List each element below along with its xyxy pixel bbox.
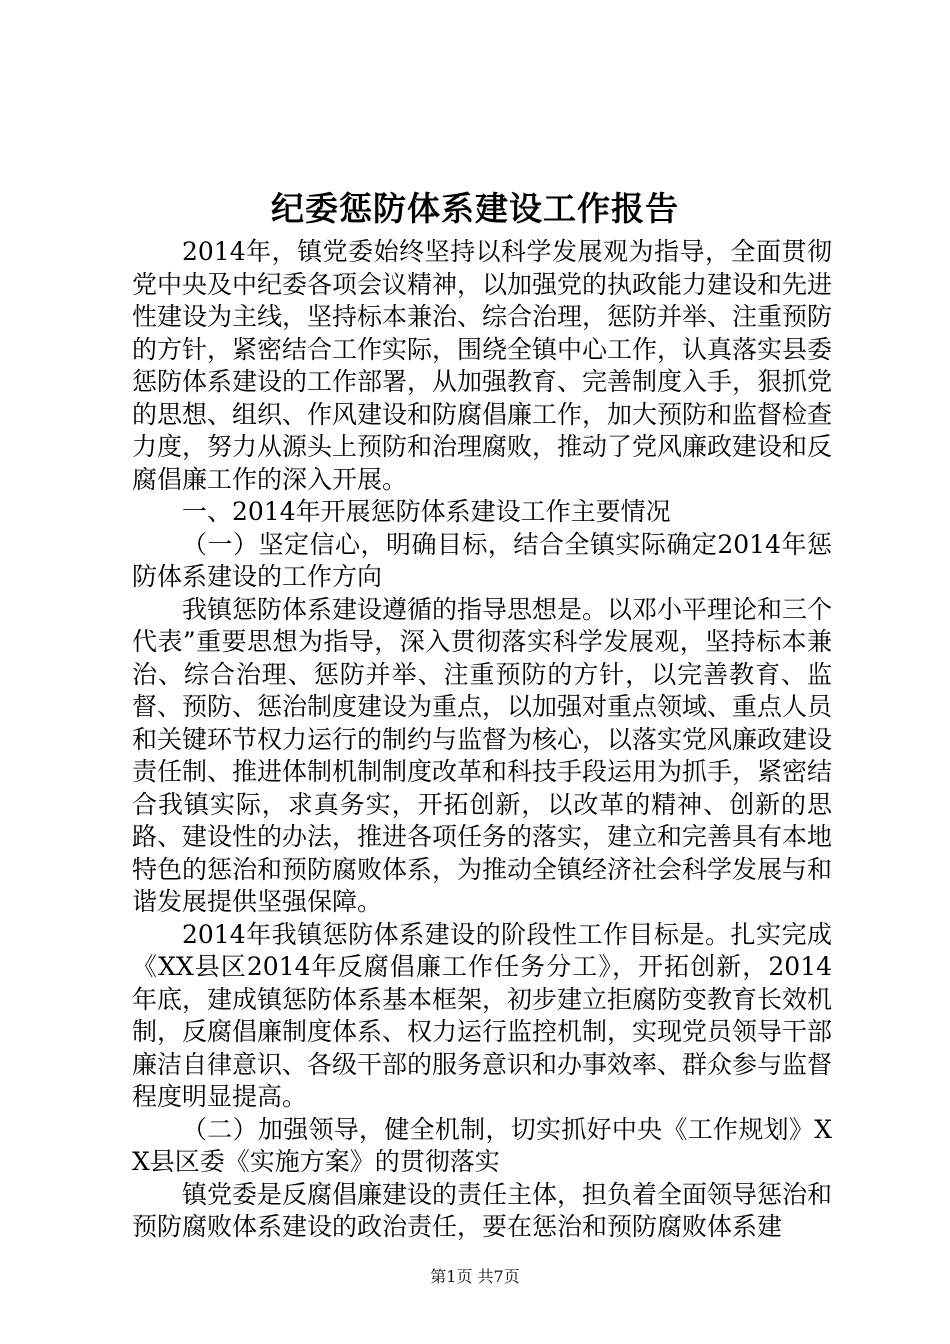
page-number-footer: 第1页 共7页 — [430, 1267, 520, 1286]
section-heading-1: 一、2014年开展惩防体系建设工作主要情况 — [182, 497, 671, 526]
paragraph-party-committee: 镇党委是反腐倡廉建设的责任主体，担负着全面领导惩治和预防腐败体系建设的政治责任，要在惩治和预防腐败体系建 — [132, 1179, 833, 1241]
document-title: 纪委惩防体系建设工作报告 — [271, 189, 679, 228]
paragraph-intro: 2014年，镇党委始终坚持以科学发展观为指导，全面贯彻党中央及中纪委各项会议精神，以加强党的执政能力建设和先进性建设为主线，坚持标本兼治、综合治理，惩防并举、注重预防的方针，紧密结合工作实际，围绕全镇中心工作，认真落实县委惩防体系建设的工作部署，从加强教育、完善制度入手，狠抓党的思想、组织、作风建设和防腐倡廉工作，加大预防和监督检查力度，努力从源头上预防和治理腐败，推动了党风廉政建设和反腐倡廉工作的深入开展。 — [132, 237, 833, 494]
subsection-heading-2: （二）加强领导，健全机制，切实抓好中央《工作规划》XX县区委《实施方案》的贯彻落实 — [132, 1114, 832, 1176]
paragraph-stage-goals: 2014年我镇惩防体系建设的阶段性工作目标是。扎实完成《XX县区2014年反腐倡廉工作任务分工》，开拓创新，2014年底，建成镇惩防体系基本框架，初步建立拒腐防变教育长效机制，反腐倡廉制度体系、权力运行监控机制，实现党员领导干部廉洁自律意识、各级干部的服务意识和办事效率、群众参与监督程度明显提高。 — [132, 919, 833, 1111]
document-body — [132, 236, 832, 1244]
subsection-heading-1: （一）坚定信心，明确目标，结合全镇实际确定2014年惩防体系建设的工作方向 — [132, 529, 832, 591]
paragraph-guiding-ideology: 我镇惩防体系建设遵循的指导思想是。以邓小平理论和三个代表”重要思想为指导，深入贯彻落实科学发展观，坚持标本兼治、综合治理、惩防并举、注重预防的方针，以完善教育、监督、预防、惩治制度建设为重点，以加强对重点领域、重点人员和关键环节权力运行的制约与监督为核心，以落实党风廉政建设责任制、推进体制机制制度改革和科技手段运用为抓手，紧密结合我镇实际，求真务实，开拓创新，以改革的精神、创新的思路、建设性的办法，推进各项任务的落实，建立和完善具有本地特色的惩治和预防腐败体系，为推动全镇经济社会科学发展与和谐发展提供坚强保障。 — [132, 594, 833, 916]
